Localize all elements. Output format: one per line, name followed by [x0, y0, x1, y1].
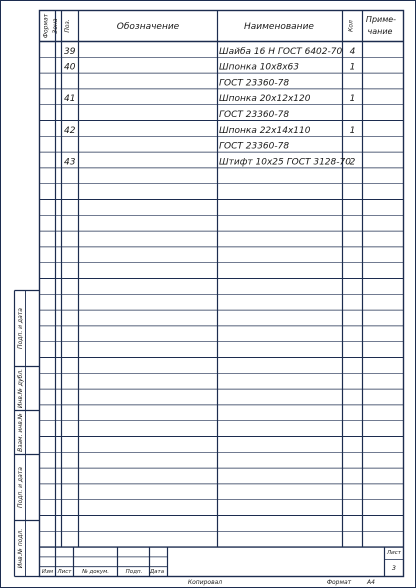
side-label: Инв.№ дубл. — [17, 368, 24, 409]
title-izm: Изм — [41, 569, 54, 575]
footer-format-label: Формат — [326, 579, 352, 586]
header-designation: Обозначение — [116, 22, 180, 32]
header-qty: Кол — [347, 20, 355, 32]
title-doc-no: № докум. — [81, 569, 110, 575]
side-label: Взам. инв.№ — [17, 413, 24, 452]
row-pos: 42 — [64, 125, 76, 136]
header-pos: Поз. — [64, 19, 71, 33]
header-zone: Зона — [52, 18, 59, 34]
footer-format-value: А4 — [367, 579, 375, 586]
row-name: Шпонка 20х12х120 — [219, 94, 311, 105]
row-name: ГОСТ 23360-78 — [219, 110, 290, 120]
side-label: Инв.№ подл. — [17, 528, 24, 569]
header-format: Формат — [42, 13, 50, 39]
row-name: ГОСТ 23360-78 — [219, 78, 290, 89]
footer-copied: Копировал — [187, 579, 223, 586]
side-strip — [15, 291, 40, 577]
row-pos: 43 — [64, 157, 76, 168]
header-name: Наименование — [244, 22, 314, 32]
row-qty: 4 — [349, 46, 356, 57]
row-name: Шайба 16 Н ГОСТ 6402-70 — [219, 46, 343, 57]
row-pos: 40 — [64, 62, 76, 73]
row-name: Шпонка 22х14х110 — [219, 125, 311, 136]
side-label: Подп. и дата — [17, 467, 24, 508]
header-note-line1: Приме- — [365, 15, 397, 24]
row-pos: 41 — [64, 94, 76, 105]
row-qty: 1 — [349, 94, 356, 105]
title-sheet-number: 3 — [391, 564, 397, 572]
row-qty: 1 — [349, 125, 356, 136]
side-label: Подп. и дата — [17, 308, 24, 349]
header-note-line2: чание — [367, 27, 393, 36]
title-date: Дата — [149, 569, 165, 575]
row-qty: 1 — [349, 62, 356, 73]
row-pos: 39 — [64, 46, 76, 57]
row-name: Штифт 10х25 ГОСТ 3128-70 — [219, 157, 351, 168]
row-name: ГОСТ 23360-78 — [219, 141, 290, 152]
title-list: Лист — [57, 569, 72, 575]
title-sign: Подп. — [125, 569, 143, 575]
row-name: Шпонка 10х8х63 — [219, 62, 299, 73]
row-qty: 2 — [349, 157, 356, 168]
title-sheet-label: Лист — [387, 550, 401, 556]
table-rows — [64, 47, 356, 168]
